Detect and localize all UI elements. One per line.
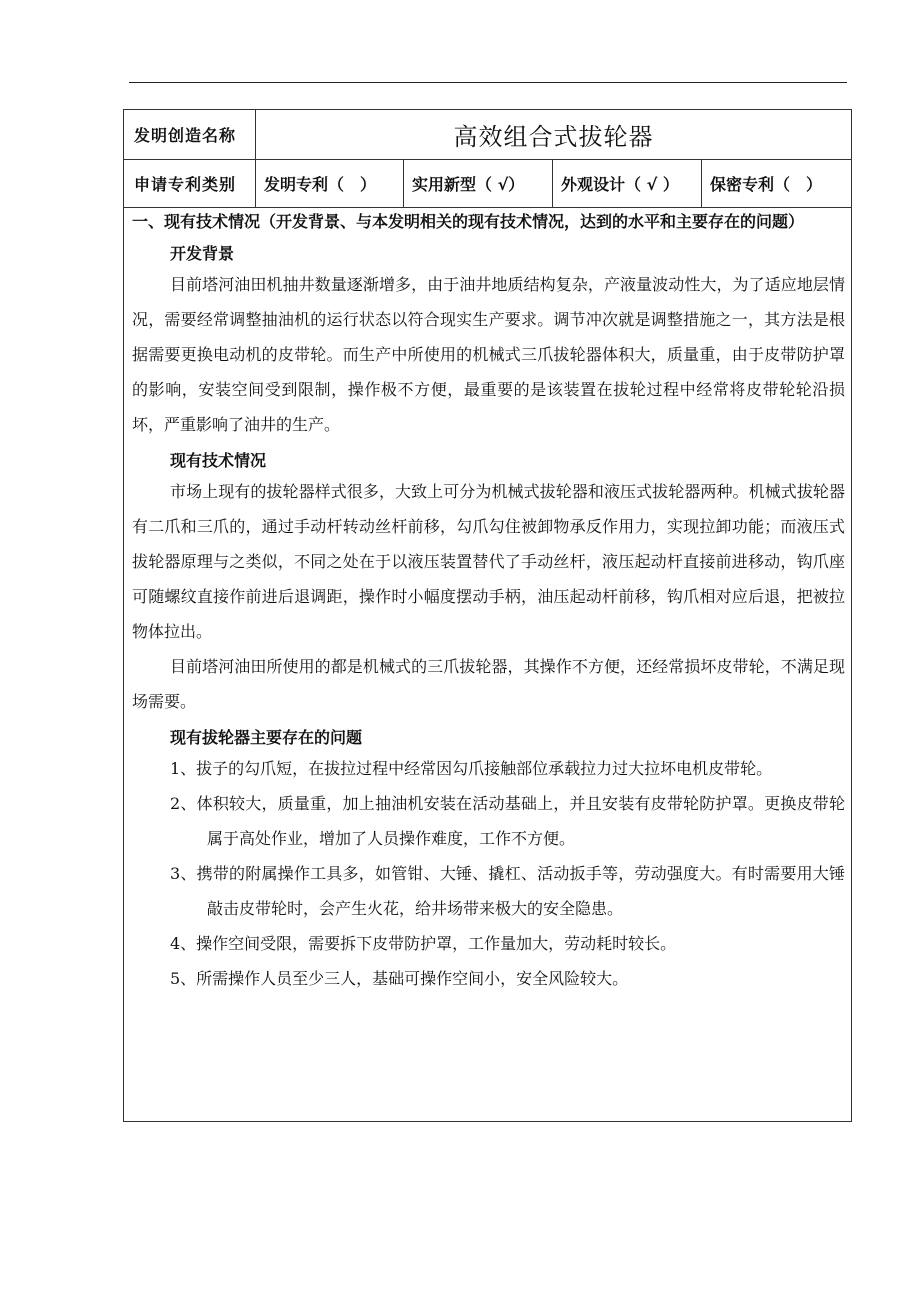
- problem-item: 2、体积较大，质量重，加上抽油机安装在活动基础上，并且安装有皮带轮防护罩。更换皮带轮属于高处作业，增加了人员操作难度，工作不方便。: [170, 794, 845, 848]
- patent-type-secret: 保密专利（ ）: [710, 175, 823, 194]
- patent-type-invention: 发明专利（ ）: [256, 160, 404, 207]
- prior-art-paragraph: 市场上现有的拔轮器样式很多，大致上可分为机械式拔轮器和液压式拔轮器两种。机械式拔轮器有二爪和三爪的，通过手动杆转动丝杆前移，勾爪勾住被卸物承反作用力，实现拉卸功能；而液压式拔轮器原理与之类似，不同之处在于以液压装置替代了手动丝杆，液压起动杆直接前进移动，钩爪座可随螺纹直接作前进后退调距，操作时小幅度摆动手柄，油压起动杆前移，钩爪相对应后退，把被拉物体拉出。: [132, 482, 845, 641]
- problem-item: 1、拔子的勾爪短，在拔拉过程中经常因勾爪接触部位承载拉力过大拉坏电机皮带轮。: [170, 759, 773, 778]
- problem-item: 3、携带的附属操作工具多，如管钳、大锤、撬杠、活动扳手等，劳动强度大。有时需要用大锤敲击皮带轮时，会产生火花，给井场带来极大的安全隐患。: [170, 864, 845, 918]
- invention-name-value: 高效组合式拔轮器: [453, 123, 654, 151]
- header-rule: [129, 82, 847, 83]
- problem-item: 4、操作空间受限，需要拆下皮带防护罩，工作量加大，劳动耗时较长。: [170, 934, 677, 953]
- patent-type-utility-model: 实用新型（ √）: [404, 160, 553, 207]
- prior-art-paragraph: 目前塔河油田所使用的都是机械式的三爪拔轮器，其操作不方便，还经常损坏皮带轮，不满足现场需要。: [132, 657, 845, 711]
- prior-art-section: [124, 208, 851, 996]
- section-heading: 一、现有技术情况（开发背景、与本发明相关的现有技术情况，达到的水平和主要存在的问题）: [132, 212, 805, 231]
- prior-art-title: 现有技术情况: [170, 451, 267, 470]
- patent-type-row: [124, 160, 851, 208]
- problem-item: 5、所需操作人员至少三人，基础可操作空间小，安全风险较大。: [170, 969, 629, 988]
- invention-name-label: 发明创造名称: [124, 110, 256, 159]
- problems-title: 现有拔轮器主要存在的问题: [170, 728, 363, 747]
- patent-type-label: 申请专利类别: [124, 160, 256, 207]
- background-title: 开发背景: [170, 244, 235, 263]
- invention-name-row: [124, 110, 851, 160]
- patent-type-design: 外观设计（ √ ）: [553, 160, 702, 207]
- background-paragraph: 目前塔河油田机抽井数量逐渐增多，由于油井地质结构复杂，产液量波动性大，为了适应地层情况，需要经常调整抽油机的运行状态以符合现实生产要求。调节冲次就是调整措施之一，其方法是根据需要更换电动机的皮带轮。而生产中所使用的机械式三爪拔轮器体积大，质量重，由于皮带防护罩的影响，安装空间受到限制，操作极不方便，最重要的是该装置在拔轮过程中经常将皮带轮轮沿损坏，严重影响了油井的生产。: [132, 275, 845, 434]
- patent-form-table: [123, 109, 852, 1122]
